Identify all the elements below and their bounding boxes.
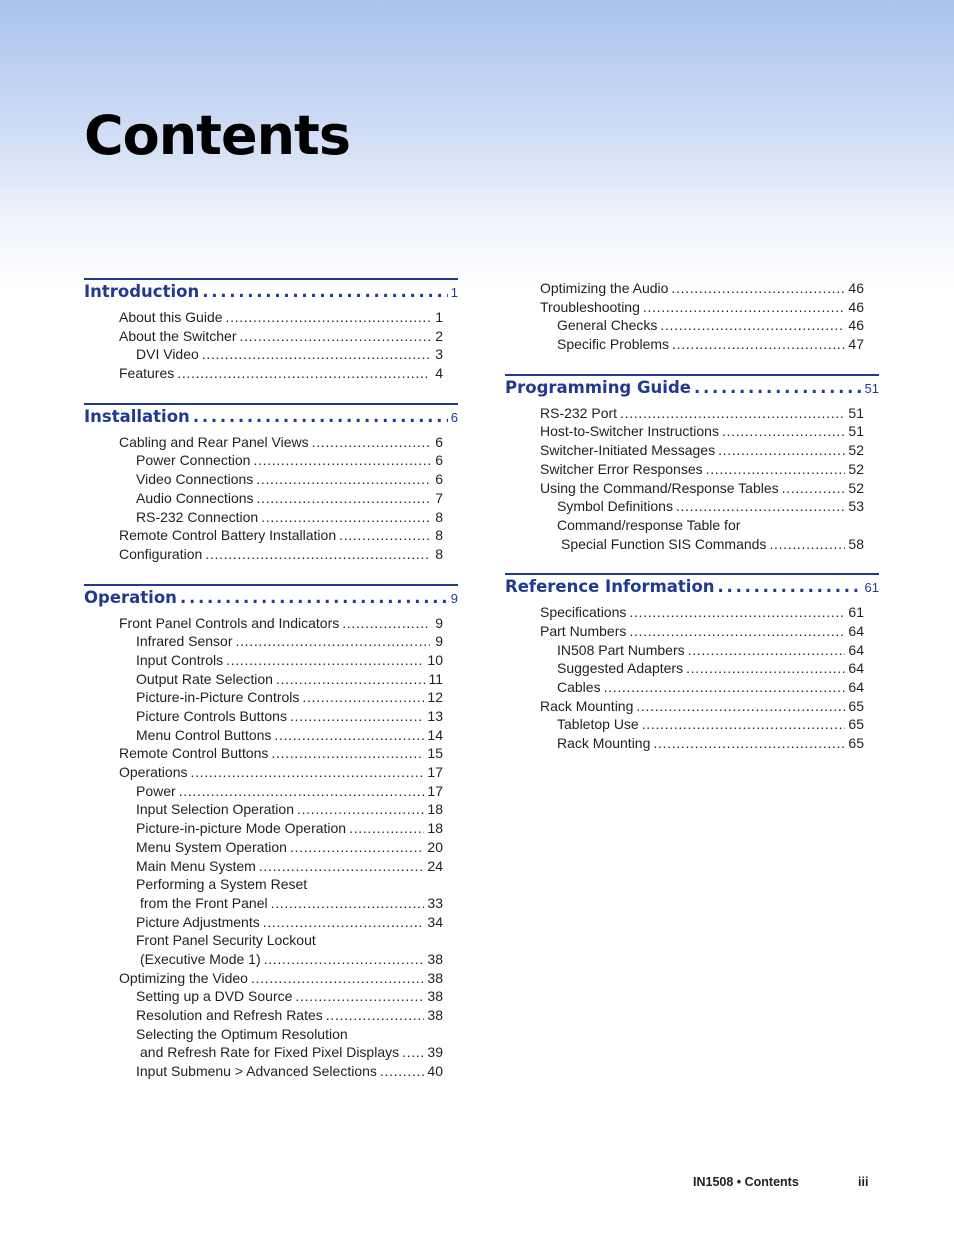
toc-entry-page: 52 bbox=[848, 479, 864, 496]
dot-leader bbox=[686, 659, 845, 678]
dot-leader bbox=[256, 470, 430, 489]
dot-leader bbox=[660, 316, 845, 335]
toc-entry[interactable] bbox=[505, 641, 879, 660]
toc-entry-page: 40 bbox=[427, 1063, 443, 1080]
dot-leader bbox=[226, 651, 424, 670]
dot-leader bbox=[672, 335, 845, 354]
toc-entry-page: 9 bbox=[435, 633, 443, 650]
toc-entry-title: Optimizing the Audio bbox=[540, 280, 669, 296]
toc-entry-title: General Checks bbox=[557, 317, 658, 334]
dot-leader bbox=[205, 545, 430, 564]
dot-leader bbox=[718, 577, 862, 597]
dot-leader bbox=[240, 327, 430, 346]
toc-entry-title: Infrared Sensor bbox=[136, 633, 233, 650]
section-heading-title: Introduction bbox=[84, 282, 200, 301]
toc-entry-page: 47 bbox=[848, 336, 864, 353]
toc-entry-title: Cabling and Rear Panel Views bbox=[119, 433, 309, 450]
toc-entry-title: Picture Adjustments bbox=[136, 913, 260, 930]
section-heading-page: 6 bbox=[450, 409, 458, 425]
toc-entry-title: Output Rate Selection bbox=[136, 670, 273, 687]
toc-section-installation bbox=[84, 403, 458, 564]
toc-entry-title: Switcher-Initiated Messages bbox=[540, 442, 716, 459]
toc-entry-title: Setting up a DVD Source bbox=[136, 988, 293, 1005]
toc-entry-title: Audio Connections bbox=[136, 489, 254, 506]
toc-column-left bbox=[84, 278, 458, 1101]
toc-entry[interactable] bbox=[84, 1043, 458, 1062]
toc-entry[interactable] bbox=[84, 308, 458, 327]
toc-entry-title: Picture-in-Picture Controls bbox=[136, 689, 300, 706]
toc-entry-title: Input Submenu > Advanced Selections bbox=[136, 1063, 377, 1080]
toc-entry-title: Troubleshooting bbox=[540, 298, 640, 315]
toc-entry-title: Power bbox=[136, 782, 176, 799]
dot-leader bbox=[302, 688, 424, 707]
toc-entry[interactable] bbox=[505, 603, 879, 622]
toc-entry-title: Switcher Error Responses bbox=[540, 460, 703, 477]
toc-entry-page: 24 bbox=[427, 857, 443, 874]
toc-entry-title: Using the Command/Response Tables bbox=[540, 479, 779, 496]
toc-entry-page: 64 bbox=[848, 679, 864, 695]
toc-entry[interactable] bbox=[84, 364, 458, 383]
toc-entry[interactable] bbox=[505, 659, 879, 678]
toc-entry[interactable] bbox=[84, 632, 458, 651]
toc-entry-title: from the Front Panel bbox=[140, 894, 268, 911]
toc-entry-page: 8 bbox=[435, 545, 443, 562]
toc-entry[interactable] bbox=[84, 950, 458, 969]
toc-entry-page: 4 bbox=[435, 365, 443, 382]
toc-entry-list bbox=[84, 307, 458, 383]
dot-leader bbox=[290, 707, 424, 726]
section-heading-title: Programming Guide bbox=[505, 377, 691, 397]
toc-entry[interactable] bbox=[84, 987, 458, 1006]
toc-entry-title: and Refresh Rate for Fixed Pixel Displays bbox=[140, 1044, 400, 1061]
dot-leader bbox=[642, 715, 846, 734]
toc-entry-title: Features bbox=[119, 365, 175, 382]
toc-entry-title: Input Controls bbox=[136, 651, 224, 668]
toc-entry-page: 51 bbox=[848, 423, 864, 440]
toc-entry[interactable] bbox=[84, 688, 458, 707]
toc-entry[interactable] bbox=[505, 715, 879, 734]
dot-leader bbox=[342, 614, 430, 633]
dot-leader bbox=[629, 622, 845, 641]
toc-entry[interactable] bbox=[84, 670, 458, 689]
toc-entry-page: 6 bbox=[435, 452, 443, 469]
dot-leader bbox=[295, 987, 424, 1006]
toc-entry-title: Power Connection bbox=[136, 452, 251, 469]
dot-leader bbox=[312, 433, 430, 452]
dot-leader bbox=[326, 1006, 425, 1025]
toc-entry-page: 7 bbox=[435, 489, 443, 506]
toc-entry-title: Specifications bbox=[540, 604, 627, 621]
toc-entry[interactable] bbox=[505, 316, 879, 335]
toc-entry-title: Picture Controls Buttons bbox=[136, 708, 287, 724]
toc-entry-page: 46 bbox=[848, 298, 864, 315]
dot-leader bbox=[274, 726, 424, 745]
toc-entry-page: 65 bbox=[848, 697, 864, 714]
dot-leader bbox=[706, 460, 846, 479]
toc-entry[interactable] bbox=[505, 479, 879, 498]
toc-entry-page: 52 bbox=[848, 460, 864, 477]
toc-entry[interactable] bbox=[505, 734, 879, 753]
toc-entry-page: 17 bbox=[427, 782, 443, 799]
toc-entry[interactable] bbox=[84, 800, 458, 819]
toc-entry-page: 38 bbox=[427, 1007, 443, 1023]
dot-leader bbox=[236, 632, 431, 651]
toc-entry[interactable] bbox=[84, 707, 458, 726]
toc-entry-title: Configuration bbox=[119, 545, 203, 562]
toc-entry-title: Remote Control Buttons bbox=[119, 745, 269, 762]
toc-entry-page: 14 bbox=[427, 726, 443, 743]
dot-leader bbox=[694, 378, 862, 398]
dot-leader bbox=[177, 364, 430, 383]
footer-doc-label: IN1508 • Contents bbox=[693, 1175, 799, 1189]
toc-entry[interactable] bbox=[84, 1062, 458, 1081]
toc-entry-title: Resolution and Refresh Rates bbox=[136, 1007, 323, 1023]
dot-leader bbox=[193, 407, 448, 427]
dot-leader bbox=[261, 508, 430, 527]
toc-entry-title: Rack Mounting bbox=[540, 697, 634, 714]
toc-section-operation bbox=[84, 584, 458, 1081]
toc-entry-list bbox=[505, 602, 879, 753]
toc-entry[interactable] bbox=[84, 651, 458, 670]
dot-leader bbox=[259, 857, 425, 876]
toc-entry-page: 8 bbox=[435, 508, 443, 525]
toc-entry[interactable] bbox=[84, 875, 458, 894]
dot-leader bbox=[688, 641, 846, 660]
toc-entry-title: About this Guide bbox=[119, 309, 223, 325]
section-heading-link[interactable] bbox=[505, 374, 879, 403]
toc-entry-title: Optimizing the Video bbox=[119, 969, 248, 986]
dot-leader bbox=[297, 800, 424, 819]
section-heading-link[interactable] bbox=[505, 573, 879, 602]
toc-entry[interactable] bbox=[84, 838, 458, 857]
toc-entry-page: 2 bbox=[435, 327, 443, 344]
toc-entry[interactable] bbox=[505, 678, 879, 697]
dot-leader bbox=[718, 441, 845, 460]
toc-entry-page: 38 bbox=[427, 950, 443, 967]
dot-leader bbox=[290, 838, 424, 857]
dot-leader bbox=[620, 404, 845, 423]
dot-leader bbox=[349, 819, 424, 838]
toc-entry[interactable] bbox=[84, 894, 458, 913]
dot-leader bbox=[380, 1062, 425, 1081]
toc-section-reference-information bbox=[505, 573, 879, 753]
toc-entry-title: Part Numbers bbox=[540, 622, 627, 639]
dot-leader bbox=[180, 588, 448, 608]
toc-entry[interactable] bbox=[84, 614, 458, 633]
dot-leader bbox=[722, 422, 845, 441]
dot-leader bbox=[643, 298, 846, 317]
toc-entry-title: (Executive Mode 1) bbox=[140, 950, 261, 967]
toc-entry[interactable] bbox=[84, 913, 458, 932]
toc-entry[interactable] bbox=[84, 1006, 458, 1025]
toc-entry-title: About the Switcher bbox=[119, 327, 237, 344]
toc-entry-page: 52 bbox=[848, 442, 864, 459]
toc-entry[interactable] bbox=[505, 497, 879, 516]
toc-entry[interactable] bbox=[84, 526, 458, 545]
toc-entry-page: 65 bbox=[848, 716, 864, 733]
toc-entry-title: DVI Video bbox=[136, 346, 199, 363]
dot-leader bbox=[339, 526, 430, 545]
toc-entry-page: 64 bbox=[848, 660, 864, 677]
toc-entry-page: 18 bbox=[427, 820, 443, 837]
toc-entry-title: Host-to-Switcher Instructions bbox=[540, 423, 719, 440]
section-heading-link[interactable] bbox=[84, 584, 458, 613]
toc-entry-list bbox=[84, 432, 458, 564]
toc-entry-page: 65 bbox=[848, 735, 864, 752]
toc-entry-page: 46 bbox=[848, 317, 864, 334]
toc-entry-title: Suggested Adapters bbox=[557, 660, 684, 677]
section-heading-page: 51 bbox=[864, 380, 879, 396]
toc-entry-page: 58 bbox=[848, 535, 864, 552]
toc-entry[interactable] bbox=[505, 422, 879, 441]
toc-entry-title: Specific Problems bbox=[557, 336, 670, 353]
dot-leader bbox=[271, 894, 425, 913]
toc-entry-page: 10 bbox=[427, 651, 443, 668]
toc-entry-page: 11 bbox=[428, 670, 443, 687]
toc-entry-title: Symbol Definitions bbox=[557, 498, 673, 515]
dot-leader bbox=[671, 279, 845, 298]
toc-section-continued bbox=[505, 279, 879, 354]
toc-entry[interactable] bbox=[84, 545, 458, 564]
dot-leader bbox=[769, 535, 845, 554]
dot-leader bbox=[202, 282, 448, 302]
section-heading-page: 61 bbox=[864, 580, 879, 596]
toc-entry[interactable] bbox=[84, 782, 458, 801]
toc-entry[interactable] bbox=[505, 441, 879, 460]
toc-entry-list bbox=[505, 279, 879, 354]
toc-entry-page: 64 bbox=[848, 622, 864, 639]
toc-entry[interactable] bbox=[84, 508, 458, 527]
toc-entry-page: 61 bbox=[848, 604, 864, 621]
toc-column-right bbox=[505, 279, 879, 773]
toc-entry-title: RS-232 Connection bbox=[136, 508, 259, 525]
toc-entry-page: 15 bbox=[427, 745, 443, 762]
toc-entry[interactable] bbox=[505, 622, 879, 641]
dot-leader bbox=[264, 950, 425, 969]
toc-entry-title: Front Panel Controls and Indicators bbox=[119, 614, 340, 631]
toc-entry-page: 20 bbox=[427, 838, 443, 855]
page-title: Contents bbox=[84, 104, 351, 167]
dot-leader bbox=[636, 697, 845, 716]
toc-entry[interactable] bbox=[84, 470, 458, 489]
dot-leader bbox=[257, 489, 430, 508]
toc-entry-title: Main Menu System bbox=[136, 857, 256, 874]
toc-entry-page: 38 bbox=[427, 988, 443, 1005]
dot-leader bbox=[629, 603, 845, 622]
toc-entry[interactable] bbox=[84, 726, 458, 745]
toc-entry-page: 1 bbox=[435, 309, 443, 325]
dot-leader bbox=[251, 969, 424, 988]
toc-entry-title: Cables bbox=[557, 679, 601, 695]
toc-entry[interactable] bbox=[84, 1025, 458, 1044]
toc-entry-page: 13 bbox=[427, 708, 443, 724]
toc-entry[interactable] bbox=[84, 969, 458, 988]
toc-entry-page: 34 bbox=[427, 913, 443, 930]
toc-entry[interactable] bbox=[505, 460, 879, 479]
toc-entry-page: 6 bbox=[435, 471, 443, 488]
section-heading-title: Operation bbox=[84, 587, 177, 607]
toc-entry-page: 17 bbox=[427, 764, 443, 781]
toc-entry-list bbox=[84, 613, 458, 1081]
toc-entry-page: 3 bbox=[435, 346, 443, 363]
toc-entry[interactable] bbox=[84, 763, 458, 782]
toc-entry[interactable] bbox=[505, 516, 879, 535]
toc-entry-list bbox=[505, 403, 879, 554]
dot-leader bbox=[253, 451, 430, 470]
toc-entry[interactable] bbox=[84, 433, 458, 452]
toc-entry-title: IN508 Part Numbers bbox=[557, 641, 685, 658]
dot-leader bbox=[226, 308, 430, 327]
toc-entry-title: Front Panel Security Lockout bbox=[136, 932, 316, 949]
toc-entry[interactable] bbox=[84, 489, 458, 508]
toc-entry-title: Operations bbox=[119, 764, 188, 781]
dot-leader bbox=[190, 763, 424, 782]
toc-entry-title: RS-232 Port bbox=[540, 404, 618, 421]
toc-entry-title: Menu System Operation bbox=[136, 838, 287, 855]
toc-entry-page: 51 bbox=[848, 404, 864, 421]
section-heading-page: 1 bbox=[450, 285, 458, 300]
section-heading-page: 9 bbox=[450, 590, 458, 606]
toc-entry[interactable] bbox=[505, 298, 879, 317]
dot-leader bbox=[179, 782, 425, 801]
toc-entry[interactable] bbox=[84, 744, 458, 763]
toc-section-programming-guide bbox=[505, 374, 879, 554]
toc-entry[interactable] bbox=[505, 697, 879, 716]
dot-leader bbox=[263, 913, 425, 932]
toc-entry[interactable] bbox=[505, 279, 879, 298]
toc-entry-title: Remote Control Battery Installation bbox=[119, 527, 337, 544]
dot-leader bbox=[653, 734, 845, 753]
toc-entry-page: 38 bbox=[427, 969, 443, 986]
toc-entry-page: 9 bbox=[435, 614, 443, 631]
toc-entry-page: 46 bbox=[848, 280, 864, 296]
toc-entry[interactable] bbox=[84, 451, 458, 470]
toc-entry-title: Command/response Table for bbox=[557, 516, 741, 533]
toc-entry[interactable] bbox=[505, 535, 879, 554]
toc-entry[interactable] bbox=[84, 345, 458, 364]
section-heading-title: Installation bbox=[84, 406, 190, 426]
toc-entry-title: Input Selection Operation bbox=[136, 801, 294, 818]
toc-section-introduction bbox=[84, 278, 458, 383]
toc-entry-title: Special Function SIS Commands bbox=[561, 535, 767, 552]
toc-entry-page: 12 bbox=[427, 689, 443, 706]
section-heading-title: Reference Information bbox=[505, 577, 715, 597]
section-heading-link[interactable] bbox=[84, 403, 458, 432]
toc-entry[interactable] bbox=[505, 404, 879, 423]
toc-entry[interactable] bbox=[84, 819, 458, 838]
toc-entry-title: Tabletop Use bbox=[557, 716, 639, 733]
toc-entry[interactable] bbox=[84, 857, 458, 876]
dot-leader bbox=[676, 497, 845, 516]
toc-entry-page: 64 bbox=[848, 641, 864, 658]
toc-entry[interactable] bbox=[84, 327, 458, 346]
toc-entry-page: 8 bbox=[435, 527, 443, 544]
dot-leader bbox=[276, 670, 425, 689]
toc-entry-page: 33 bbox=[427, 894, 443, 911]
toc-entry[interactable] bbox=[84, 931, 458, 950]
dot-leader bbox=[604, 678, 846, 697]
toc-entry-page: 6 bbox=[435, 433, 443, 450]
toc-entry-title: Selecting the Optimum Resolution bbox=[136, 1025, 348, 1042]
toc-entry-title: Rack Mounting bbox=[557, 735, 651, 752]
toc-entry-title: Picture-in-picture Mode Operation bbox=[136, 820, 347, 837]
dot-leader bbox=[271, 744, 424, 763]
toc-entry-page: 53 bbox=[848, 498, 864, 515]
section-heading-link[interactable] bbox=[84, 278, 458, 307]
toc-entry-title: Menu Control Buttons bbox=[136, 726, 272, 743]
footer-page-number: iii bbox=[858, 1175, 869, 1189]
toc-entry[interactable] bbox=[505, 335, 879, 354]
toc-entry-page: 18 bbox=[427, 801, 443, 818]
dot-leader bbox=[402, 1043, 424, 1062]
toc-entry-page: 39 bbox=[427, 1044, 443, 1061]
toc-entry-title: Video Connections bbox=[136, 471, 254, 488]
toc-entry-title: Performing a System Reset bbox=[136, 876, 308, 893]
dot-leader bbox=[202, 345, 430, 364]
dot-leader bbox=[782, 479, 846, 498]
